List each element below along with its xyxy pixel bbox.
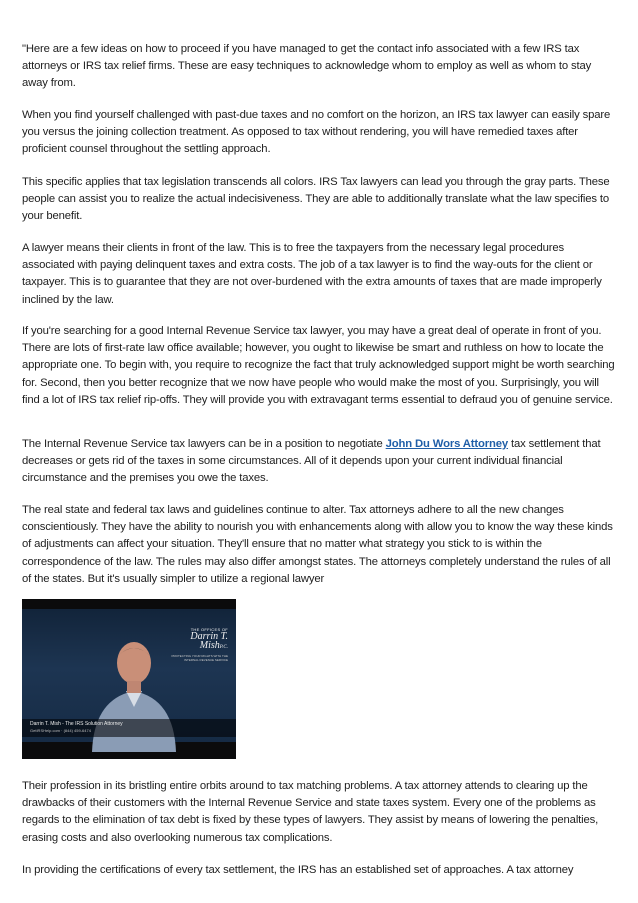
logo-top-text: THE OFFICES OF: [190, 627, 228, 632]
logo-name-line-1: Darrin T.: [190, 631, 228, 642]
attorney-link[interactable]: John Du Wors Attorney: [385, 438, 509, 450]
paragraph-text: The real state and federal tax laws and guidelines continue to alter. Tax attorneys adhere to all the new changes conscientiously. They have the ability to nourish you with enhancements along with allow you to know the way these kinds of adjustments can affect your situation. They'll ensure that no matter what strategy you stick to is within the correspondence of the law. The rules may also differ amongst states. The attorneys completely understand the rules of all of the states. But it's usually simpler to utilize a regional lawyer: [22, 504, 613, 585]
video-caption-name: Darrin T. Mish - The IRS Solution Attorney: [30, 721, 123, 727]
paragraph-text: When you find yourself challenged with past-due taxes and no comfort on the horizon, an IRS tax lawyer can easily spare you versus the joining collection treatment. As opposed to tax without rendering, you will have remedied taxes after proficient counsel throughout the settling approach.: [22, 109, 611, 156]
paragraph-text: A lawyer means their clients in front of the law. This is to free the taxpayers from the necessary legal procedures associated with paying delinquent taxes and extra costs. The job of a tax lawyer is to find the way-outs for the client or taxpayer. This is to guarantee that they are not over-burdened with the extra amounts of taxes that are made improperly inclined by the law.: [22, 242, 602, 306]
logo-tagline: PROTECTING YOUR RIGHTS WITH THE INTERNAL REVENUE SERVICE: [171, 654, 228, 662]
paragraph-text-end: tax settlement that decreases or gets rid of the taxes in some circumstances. All of it depends upon your current individual financial circumstance and the premises you owe the taxes.: [22, 438, 601, 485]
video-caption-sub: GetIRSHelp.com · (844) 459-6474: [30, 728, 91, 733]
paragraph-text: Their profession in its bristling entire orbits around to tax matching problems. A tax attorney attends to clearing up the drawbacks of their customers with the Internal Revenue Service and state taxes system. Every one of the problems as regards to the elimination of tax debt is fixed by these types of lawyers. They assist by means of lowering the penalties, erasing costs and also overlooking numerous tax complications.: [22, 780, 599, 844]
logo-name-line-2: Mish: [199, 640, 220, 651]
paragraph-4: [22, 240, 618, 309]
paragraph-8: [22, 778, 618, 847]
paragraph-text: This specific applies that tax legislation transcends all colors. IRS Tax lawyers can lead you through the gray parts. These people can assist you to realize the actual indecisiveness. They are able to additionally translate what the law specifies to your benefit.: [22, 176, 610, 223]
paragraph-6: [22, 436, 618, 488]
law-office-logo: [170, 627, 228, 667]
paragraph-text-start: The Internal Revenue Service tax lawyers can be in a position to negotiate: [22, 438, 386, 450]
paragraph-7: [22, 502, 618, 588]
paragraph-2: [22, 107, 618, 159]
paragraph-5: [22, 323, 618, 409]
embedded-video[interactable]: [22, 599, 236, 759]
paragraph-9: [22, 862, 618, 879]
paragraph-3: [22, 174, 618, 226]
paragraph-1: [22, 41, 618, 93]
paragraph-text: "Here are a few ideas on how to proceed if you have managed to get the contact info associated with a few IRS tax attorneys or IRS tax relief firms. These are easy techniques to acknowledge whom to employ as well as whom to stay away from.: [22, 43, 592, 90]
logo-suffix: P.C.: [219, 645, 228, 650]
paragraph-text: In providing the certifications of every tax settlement, the IRS has an established set of approaches. A tax attorney: [22, 864, 574, 876]
paragraph-text: [22, 436, 618, 488]
paragraph-text: If you're searching for a good Internal Revenue Service tax lawyer, you may have a great deal of operate in front of you. There are lots of first-rate law office available; however, you ought to likewise be smart and ruthless on how to locate the appropriate one. To begin with, you require to recognize the fact that truly acknowledged support might be worth searching for. Second, then you better recognize that we now have people who would make the most of you. Surprisingly, you will find a lot of IRS tax relief rip-offs. They will provide you with extravagant terms essential to defraud you of genuine service.: [22, 325, 615, 406]
video-caption-bar: [22, 719, 236, 737]
